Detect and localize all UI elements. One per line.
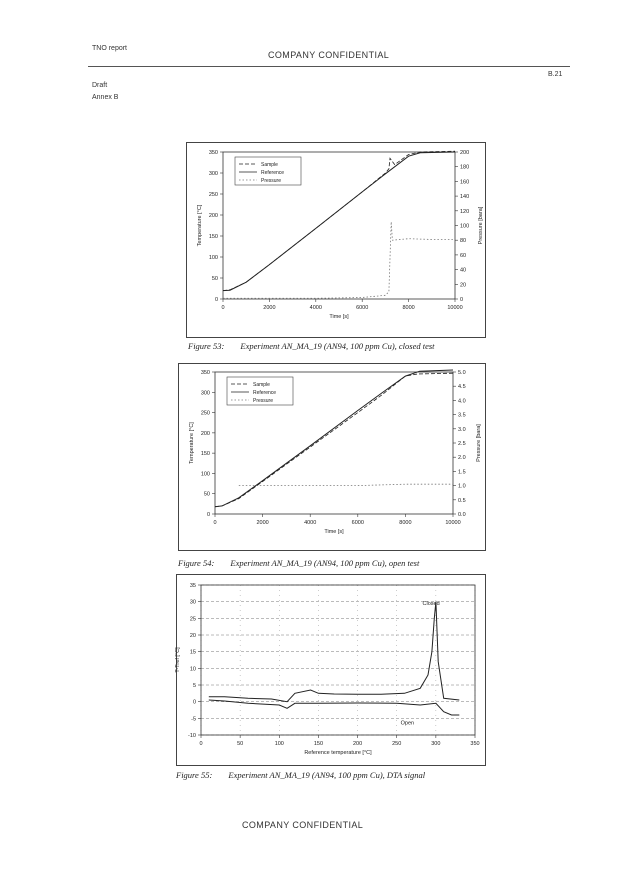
y2-tick-label: 3.0 xyxy=(458,426,466,433)
y2-tick-label: 0.5 xyxy=(458,497,466,504)
y-tick-label: 0 xyxy=(214,297,218,303)
y2-tick-label: 0 xyxy=(460,297,464,303)
figure-54-chart xyxy=(179,364,485,550)
header-confidential: COMPANY CONFIDENTIAL xyxy=(268,50,390,60)
x-tick-label: 300 xyxy=(431,741,441,747)
y-tick-label: 300 xyxy=(208,171,218,177)
y2-tick-label: 4.5 xyxy=(458,384,466,391)
y-tick-label: 0 xyxy=(206,512,210,518)
y-tick-label: 35 xyxy=(189,583,196,589)
y-tick-label: 150 xyxy=(200,451,210,458)
x-tick-label: 50 xyxy=(237,741,244,747)
y2-tick-label: 20 xyxy=(460,282,467,289)
header-rule xyxy=(88,66,570,67)
x-tick-label: 350 xyxy=(470,741,480,747)
page-number: B.21 xyxy=(548,71,563,78)
legend-label: Reference xyxy=(261,170,285,176)
y2-tick-label: 120 xyxy=(460,208,470,215)
legend-label: Pressure xyxy=(253,398,274,404)
y-tick-label: 0 xyxy=(192,699,196,706)
footer-confidential: COMPANY CONFIDENTIAL xyxy=(242,820,364,830)
x-axis-label: Time [s] xyxy=(324,529,344,535)
y-tick-label: 100 xyxy=(200,471,210,478)
annex-label: Annex B xyxy=(92,94,119,101)
x-tick-label: 0 xyxy=(221,305,225,311)
report-label: TNO report xyxy=(92,45,128,52)
series-line-pressure xyxy=(239,484,453,485)
x-tick-label: 6000 xyxy=(356,305,369,311)
figure-53-caption xyxy=(188,341,435,351)
y2-tick-label: 40 xyxy=(460,267,467,274)
y2-axis-label: Pressure [bara] xyxy=(478,206,484,245)
figure-55-caption xyxy=(176,770,425,780)
series-line-open xyxy=(209,700,459,715)
y2-tick-label: 4.0 xyxy=(458,398,466,405)
y-tick-label: 250 xyxy=(208,192,218,198)
y2-tick-label: 180 xyxy=(460,164,470,171)
y2-tick-label: 200 xyxy=(460,150,470,156)
x-tick-label: 0 xyxy=(199,741,203,747)
legend-label: Sample xyxy=(261,162,278,168)
y2-tick-label: 0.0 xyxy=(458,512,466,518)
figure-53-title: Experiment AN_MA_19 (AN94, 100 ppm Cu), closed test xyxy=(240,341,435,351)
y-axis-label: T-Tref [°C] xyxy=(175,647,181,673)
figure-54-title: Experiment AN_MA_19 (AN94, 100 ppm Cu), open test xyxy=(230,558,420,568)
legend-label: Reference xyxy=(253,390,277,396)
series-line-pressure xyxy=(223,222,455,298)
y2-tick-label: 1.5 xyxy=(458,469,466,476)
x-tick-label: 2000 xyxy=(263,305,276,311)
figure-55-label: Figure 55: xyxy=(176,770,213,780)
x-tick-label: 200 xyxy=(352,741,363,747)
figure-53-frame xyxy=(186,142,486,338)
x-tick-label: 10000 xyxy=(445,520,461,526)
figure-54-label: Figure 54: xyxy=(178,558,215,568)
y-tick-label: 350 xyxy=(200,370,210,376)
x-tick-label: 8000 xyxy=(402,305,415,311)
y-tick-label: 5 xyxy=(192,683,196,689)
x-tick-label: 250 xyxy=(392,741,402,747)
y-tick-label: 20 xyxy=(189,633,196,639)
x-tick-label: 8000 xyxy=(399,520,412,526)
y2-tick-label: 160 xyxy=(460,179,470,186)
figure-55-frame xyxy=(176,574,486,766)
y-tick-label: 300 xyxy=(200,390,210,397)
legend-label: Pressure xyxy=(261,178,282,184)
x-tick-label: 6000 xyxy=(351,520,364,526)
y-tick-label: 25 xyxy=(189,616,196,623)
y2-tick-label: 60 xyxy=(460,252,467,259)
annotation-closed: Closed xyxy=(422,601,440,607)
legend-label: Sample xyxy=(253,382,270,388)
y-tick-label: 200 xyxy=(208,213,218,219)
y-tick-label: 200 xyxy=(200,430,210,437)
y-axis-label: Temperature [°C] xyxy=(197,204,203,247)
x-tick-label: 10000 xyxy=(447,305,463,311)
y-tick-label: 100 xyxy=(208,255,218,261)
x-axis-label: Reference temperature [°C] xyxy=(304,750,372,756)
y-tick-label: 50 xyxy=(203,491,210,498)
y2-tick-label: 100 xyxy=(460,223,470,230)
x-tick-label: 100 xyxy=(274,741,284,747)
y2-tick-label: 1.0 xyxy=(458,483,466,490)
figure-54-caption xyxy=(178,558,419,568)
y-tick-label: 30 xyxy=(189,599,196,606)
y-tick-label: -10 xyxy=(188,733,196,739)
x-axis-label: Time [s] xyxy=(329,314,349,320)
y2-axis-label: Pressure [bara] xyxy=(476,424,482,462)
y2-tick-label: 80 xyxy=(460,238,467,245)
y-tick-label: 50 xyxy=(211,276,218,282)
figure-54-frame xyxy=(178,363,486,551)
y2-tick-label: 2.0 xyxy=(458,455,466,462)
x-tick-label: 2000 xyxy=(256,520,269,526)
y-tick-label: 350 xyxy=(208,150,218,156)
y2-tick-label: 5.0 xyxy=(458,370,466,376)
y-tick-label: 250 xyxy=(200,410,210,417)
x-tick-label: 4000 xyxy=(309,305,322,311)
x-tick-label: 0 xyxy=(213,520,217,526)
figure-55-chart xyxy=(177,575,485,765)
y-axis-label: Temperature [°C] xyxy=(189,422,195,464)
y-tick-label: 150 xyxy=(208,234,218,240)
y2-tick-label: 2.5 xyxy=(458,441,466,447)
figure-55-title: Experiment AN_MA_19 (AN94, 100 ppm Cu), DTA signal xyxy=(228,770,426,780)
annotation-open: Open xyxy=(400,720,415,727)
figure-53-chart xyxy=(187,143,485,337)
y2-tick-label: 3.5 xyxy=(458,412,466,419)
y-tick-label: -5 xyxy=(191,716,196,723)
x-tick-label: 4000 xyxy=(304,520,317,526)
plot-area xyxy=(201,585,475,735)
x-tick-label: 150 xyxy=(313,741,324,747)
y-tick-label: 15 xyxy=(189,649,196,656)
figure-53-label: Figure 53: xyxy=(188,341,225,351)
draft-label: Draft xyxy=(92,82,108,89)
y2-tick-label: 140 xyxy=(460,194,470,201)
y-tick-label: 10 xyxy=(189,666,196,673)
